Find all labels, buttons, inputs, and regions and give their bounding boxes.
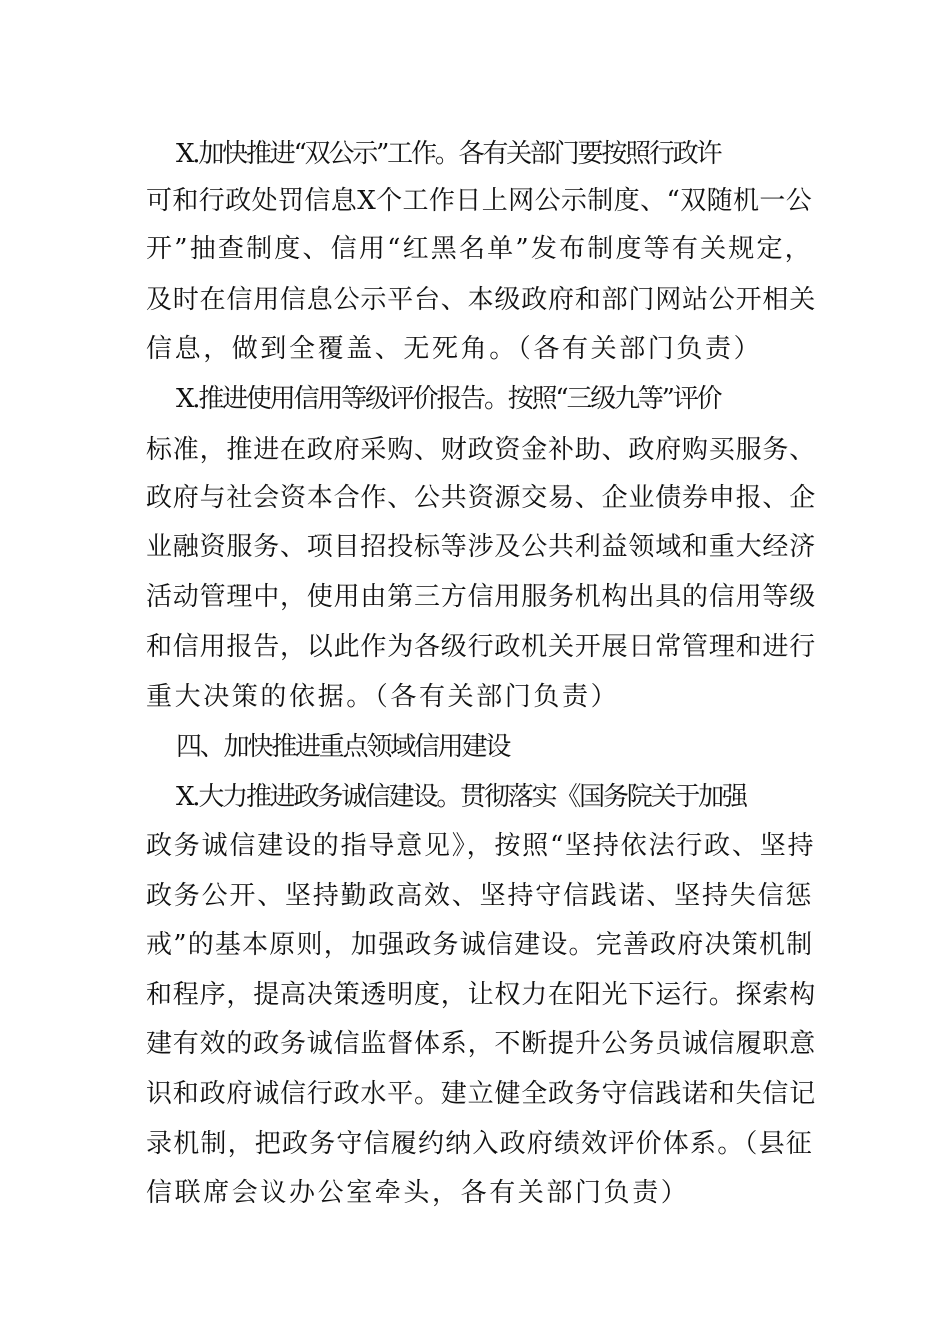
paragraph-3-line-1: X.大力推进政务诚信建设。贯彻落实《国务院关于加强 bbox=[176, 782, 746, 812]
paragraph-3-line-9: 信联席会议办公室牵头，各有关部门负责） bbox=[146, 1178, 690, 1208]
paragraph-1-line-4: 及时在信用信息公示平台、本级政府和部门网站公开相关 bbox=[146, 285, 817, 315]
paragraph-1-line-1: X.加快推进“双公示”工作。各有关部门要按照行政许 bbox=[176, 139, 721, 169]
paragraph-2-line-6: 和信用报告，以此作为各级行政机关开展日常管理和进行 bbox=[146, 632, 817, 662]
paragraph-2-line-7: 重大决策的依据。（各有关部门负责） bbox=[146, 682, 620, 712]
paragraph-3-line-2: 政务诚信建设的指导意见》，按照“坚持依法行政、坚持 bbox=[146, 831, 816, 861]
paragraph-3-line-5: 和程序，提高决策透明度，让权力在阳光下运行。探索构 bbox=[146, 980, 817, 1010]
paragraph-1-line-5: 信息，做到全覆盖、无死角。（各有关部门负责） bbox=[146, 334, 763, 364]
paragraph-2-line-2: 标准，推进在政府采购、财政资金补助、政府购买服务、 bbox=[146, 435, 817, 465]
paragraph-2-line-4: 业融资服务、项目招投标等涉及公共利益领域和重大经济 bbox=[146, 532, 817, 562]
paragraph-2-line-5: 活动管理中，使用由第三方信用服务机构出具的信用等级 bbox=[146, 582, 817, 612]
section-heading: 四、加快推进重点领域信用建设 bbox=[176, 732, 510, 762]
paragraph-3-line-7: 识和政府诚信行政水平。建立健全政务守信践诺和失信记 bbox=[146, 1079, 817, 1109]
paragraph-1-line-2: 可和行政处罚信息X个工作日上网公示制度、“双随机一公 bbox=[146, 186, 813, 216]
paragraph-3-line-3: 政务公开、坚持勤政高效、坚持守信践诺、坚持失信惩 bbox=[146, 881, 814, 911]
paragraph-2-line-3: 政府与社会资本合作、公共资源交易、企业债券申报、企 bbox=[146, 483, 817, 513]
paragraph-3-line-8: 录机制，把政务守信履约纳入政府绩效评价体系。（县征 bbox=[146, 1129, 814, 1159]
paragraph-1-line-3: 开”抽查制度、信用“红黑名单”发布制度等有关规定， bbox=[146, 234, 813, 264]
paragraph-3-line-4: 戒”的基本原则，加强政务诚信建设。完善政府决策机制 bbox=[146, 930, 814, 960]
paragraph-3-line-6: 建有效的政务诚信监督体系，不断提升公务员诚信履职意 bbox=[146, 1029, 817, 1059]
paragraph-2-line-1: X.推进使用信用等级评价报告。按照“三级九等”评价 bbox=[176, 384, 721, 414]
